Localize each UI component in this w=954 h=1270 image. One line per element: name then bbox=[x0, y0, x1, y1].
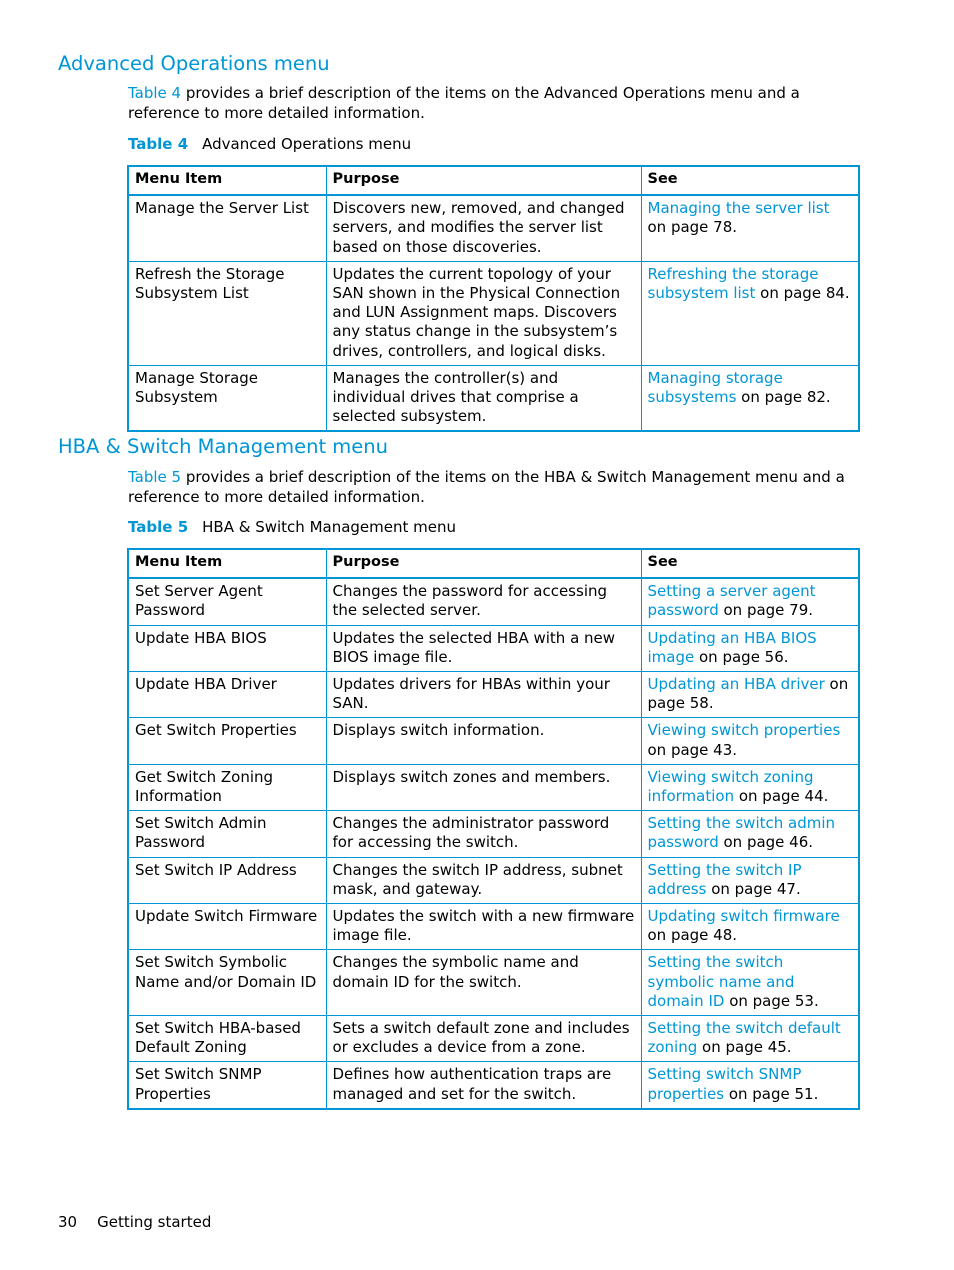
table-4-caption bbox=[128, 135, 411, 153]
table-number: Table 4 bbox=[128, 135, 189, 153]
see-cell bbox=[641, 261, 859, 365]
see-cell bbox=[641, 764, 859, 810]
menu-item-cell: Update Switch Firmware bbox=[128, 904, 326, 950]
menu-item-cell: Get Switch Zoning Information bbox=[128, 764, 326, 810]
chapter-title: Getting started bbox=[97, 1213, 212, 1231]
see-cell bbox=[641, 578, 859, 625]
cross-reference-link[interactable]: Viewing switch zoning information bbox=[647, 767, 814, 806]
page-reference: on page 43. bbox=[647, 740, 738, 759]
purpose-cell: Discovers new, removed, and changed servers, and modifies the server list based on those discoveries. bbox=[326, 195, 641, 261]
purpose-cell: Updates the selected HBA with a new BIOS image file. bbox=[326, 625, 641, 671]
cross-reference-link[interactable]: Updating an HBA BIOS image bbox=[647, 628, 817, 666]
header-purpose: Purpose bbox=[326, 549, 641, 578]
table-row bbox=[128, 195, 859, 261]
cross-reference-link[interactable]: Managing storage subsystems bbox=[647, 368, 783, 407]
advanced-operations-table bbox=[127, 165, 860, 432]
purpose-cell: Changes the switch IP address, subnet mask, and gateway. bbox=[326, 857, 641, 903]
table-header-row bbox=[128, 549, 859, 578]
cross-reference-link[interactable]: Setting the switch default zoning bbox=[647, 1019, 841, 1057]
cross-reference-link[interactable]: Viewing switch properties bbox=[647, 721, 841, 740]
purpose-cell: Changes the symbolic name and domain ID for the switch. bbox=[326, 950, 641, 1016]
table-row bbox=[128, 261, 859, 365]
see-cell bbox=[641, 857, 859, 903]
menu-item-cell: Update HBA Driver bbox=[128, 672, 326, 718]
purpose-cell: Changes the administrator password for accessing the switch. bbox=[326, 811, 641, 857]
header-menu-item: Menu Item bbox=[128, 166, 326, 195]
page-reference: on page 78. bbox=[647, 218, 738, 237]
menu-item-cell: Manage the Server List bbox=[128, 195, 326, 261]
purpose-cell: Updates the current topology of your SAN shown in the Physical Connection and LUN Assignment maps. Discovers any status change in the subsystem’s drives, controllers, and logical disks. bbox=[326, 261, 641, 365]
purpose-cell: Defines how authentication traps are managed and set for the switch. bbox=[326, 1062, 641, 1109]
table-5-link[interactable]: Table 5 bbox=[128, 468, 182, 486]
section-heading-advanced-operations: Advanced Operations menu bbox=[58, 52, 330, 75]
page-number: 30 bbox=[58, 1213, 78, 1231]
page-footer bbox=[58, 1213, 211, 1231]
menu-item-cell: Set Switch IP Address bbox=[128, 857, 326, 903]
page-reference: on page 58. bbox=[647, 675, 849, 713]
intro-paragraph-table-5 bbox=[128, 467, 863, 507]
menu-item-cell: Update HBA BIOS bbox=[128, 625, 326, 671]
see-cell bbox=[641, 718, 859, 764]
intro-paragraph-table-4 bbox=[128, 83, 863, 123]
table-4-link[interactable]: Table 4 bbox=[128, 84, 182, 102]
table-row bbox=[128, 672, 859, 718]
menu-item-cell: Set Switch SNMP Properties bbox=[128, 1062, 326, 1109]
menu-item-cell: Get Switch Properties bbox=[128, 718, 326, 764]
see-cell bbox=[641, 811, 859, 857]
menu-item-cell: Set Switch HBA-based Default Zoning bbox=[128, 1016, 326, 1062]
purpose-cell: Sets a switch default zone and includes or excludes a device from a zone. bbox=[326, 1016, 641, 1062]
intro-text: provides a brief description of the items on the Advanced Operations menu and a reference to more detailed information. bbox=[128, 84, 800, 122]
page-reference: on page 56. bbox=[694, 647, 789, 666]
cross-reference-link[interactable]: Updating an HBA driver bbox=[647, 675, 825, 694]
header-see: See bbox=[641, 549, 859, 578]
table-row bbox=[128, 764, 859, 810]
purpose-cell: Changes the password for accessing the selected server. bbox=[326, 578, 641, 625]
cross-reference-link[interactable]: Updating switch firmware bbox=[647, 907, 840, 926]
table-row bbox=[128, 578, 859, 625]
cross-reference-link[interactable]: Managing the server list bbox=[647, 199, 830, 218]
page-reference: on page 47. bbox=[706, 879, 801, 898]
table-header-row bbox=[128, 166, 859, 195]
intro-text: provides a brief description of the items on the HBA & Switch Management menu and a reference to more detailed information. bbox=[128, 468, 845, 506]
cross-reference-link[interactable]: Setting a server agent password bbox=[647, 582, 816, 620]
page-reference: on page 45. bbox=[697, 1038, 792, 1057]
table-row bbox=[128, 811, 859, 857]
cross-reference-link[interactable]: Setting the switch IP address bbox=[647, 860, 802, 898]
table-row bbox=[128, 365, 859, 431]
table-number: Table 5 bbox=[128, 518, 189, 536]
header-purpose: Purpose bbox=[326, 166, 641, 195]
page-reference: on page 51. bbox=[724, 1084, 819, 1103]
purpose-cell: Displays switch information. bbox=[326, 718, 641, 764]
see-cell bbox=[641, 195, 859, 261]
table-title: HBA & Switch Management menu bbox=[202, 518, 456, 536]
see-cell bbox=[641, 672, 859, 718]
see-cell bbox=[641, 1016, 859, 1062]
page-reference: on page 46. bbox=[718, 833, 814, 852]
purpose-cell: Updates drivers for HBAs within your SAN. bbox=[326, 672, 641, 718]
cross-reference-link[interactable]: Refreshing the storage subsystem list bbox=[647, 264, 819, 303]
header-menu-item: Menu Item bbox=[128, 549, 326, 578]
see-cell bbox=[641, 904, 859, 950]
see-cell bbox=[641, 1062, 859, 1109]
see-cell bbox=[641, 365, 859, 431]
menu-item-cell: Set Server Agent Password bbox=[128, 578, 326, 625]
table-row bbox=[128, 1016, 859, 1062]
cross-reference-link[interactable]: Setting the switch admin password bbox=[647, 814, 836, 852]
see-cell bbox=[641, 625, 859, 671]
hba-switch-management-table bbox=[127, 548, 860, 1110]
table-title: Advanced Operations menu bbox=[202, 135, 412, 153]
section-heading-hba-switch: HBA & Switch Management menu bbox=[58, 435, 389, 458]
page-reference: on page 79. bbox=[718, 601, 814, 620]
table-row bbox=[128, 718, 859, 764]
table-row bbox=[128, 904, 859, 950]
page-reference: on page 84. bbox=[755, 284, 850, 303]
table-5-caption bbox=[128, 518, 456, 536]
see-cell bbox=[641, 950, 859, 1016]
menu-item-cell: Set Switch Symbolic Name and/or Domain ID bbox=[128, 950, 326, 1016]
page-reference: on page 82. bbox=[736, 388, 831, 407]
table-row bbox=[128, 857, 859, 903]
page-reference: on page 53. bbox=[724, 991, 819, 1010]
purpose-cell: Manages the controller(s) and individual drives that comprise a selected subsystem. bbox=[326, 365, 641, 431]
purpose-cell: Displays switch zones and members. bbox=[326, 764, 641, 810]
header-see: See bbox=[641, 166, 859, 195]
page-reference: on page 44. bbox=[734, 787, 829, 806]
table-row bbox=[128, 950, 859, 1016]
purpose-cell: Updates the switch with a new firmware image file. bbox=[326, 904, 641, 950]
menu-item-cell: Manage Storage Subsystem bbox=[128, 365, 326, 431]
page-reference: on page 48. bbox=[647, 926, 738, 945]
cross-reference-link[interactable]: Setting switch SNMP properties bbox=[647, 1065, 802, 1103]
menu-item-cell: Set Switch Admin Password bbox=[128, 811, 326, 857]
table-row bbox=[128, 1062, 859, 1109]
cross-reference-link[interactable]: Setting the switch symbolic name and domain ID bbox=[647, 953, 795, 1010]
table-row bbox=[128, 625, 859, 671]
menu-item-cell: Refresh the Storage Subsystem List bbox=[128, 261, 326, 365]
